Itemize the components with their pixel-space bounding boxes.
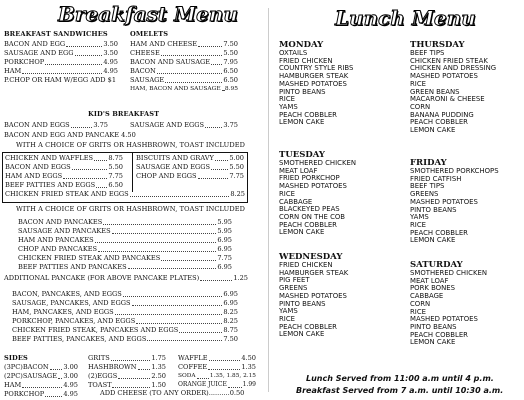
- lunch-item: SMOTHERED CHICKEN: [410, 269, 487, 277]
- lunch-item: PEACH COBBLER: [279, 322, 337, 331]
- lunch-item: BLACKEYED PEAS: [279, 205, 340, 214]
- lunch-item: PIG FEET: [279, 276, 310, 285]
- add-cheese-note: ADD CHEESE (TO ANY ORDER)..........0.50: [100, 389, 245, 397]
- menu-item: (3PC)BACON 3.00: [4, 363, 78, 371]
- lunch-item: PEACH COBBLER: [279, 220, 337, 229]
- menu-item: TOAST 1.50: [88, 380, 166, 389]
- lunch-item: FRIED CHICKEN: [279, 261, 333, 269]
- menu-item: SAUSAGE AND PANCAKES 5.95: [18, 226, 232, 235]
- lunch-item: MASHED POTATOES: [279, 291, 347, 300]
- lunch-item: FRIED CHICKEN: [279, 56, 333, 65]
- sandwiches-header: BREAKFAST SANDWICHES: [4, 30, 108, 38]
- day-tuesday: [279, 150, 356, 237]
- lunch-item: PEACH COBBLER: [410, 228, 468, 237]
- breakfast-menu-title: Breakfast Menu: [58, 2, 238, 26]
- day-title: TUESDAY: [279, 150, 325, 160]
- menu-item: PORKCHOP, PANCAKES, AND EGGS 8.25: [12, 316, 238, 325]
- plates-box-divider: [132, 152, 133, 192]
- lunch-item: PORK BONES: [410, 284, 455, 293]
- lunch-item: PINTO BEANS: [279, 299, 326, 308]
- menu-item: HAM, BACON AND SAUSAGE 8.95: [130, 85, 238, 92]
- menu-item: CHICKEN FRIED STEAK AND PANCAKES 7.75: [18, 253, 232, 262]
- lunch-item: LEMON CAKE: [279, 330, 325, 339]
- lunch-item: RICE: [279, 189, 295, 198]
- menu-item: BEEF PATTIES, PANCAKES, AND EGGS 7.50: [12, 334, 238, 343]
- kids-item-3: BACON AND EGG AND PANCAKE 4.50: [4, 131, 136, 139]
- additional-pancake: ADDITIONAL PANCAKE (FOR ABOVE PANCAKE PLATES) 1.25: [4, 274, 248, 282]
- lunch-item: CORN: [410, 102, 431, 111]
- lunch-item: SMOTHERED CHICKEN: [279, 159, 356, 167]
- lunch-item: LEMON CAKE: [410, 338, 456, 347]
- lunch-item: MASHED POTATOES: [279, 182, 347, 191]
- lunch-item: CHICKEN AND DRESSING: [410, 64, 497, 73]
- lunch-item: PEACH COBBLER: [410, 118, 468, 127]
- lunch-item: PEACH COBBLER: [410, 330, 468, 339]
- sides-header: SIDES: [4, 354, 28, 362]
- menu-item: SODA 1.35, 1.85, 2.15: [178, 372, 256, 379]
- lunch-item: RICE: [410, 79, 426, 88]
- omelets-header: OMELETS: [130, 30, 169, 38]
- menu-item: BACON AND EGGS 5.50: [5, 162, 123, 171]
- menu-item: BACON AND SAUSAGE 7.95: [130, 57, 238, 66]
- menu-item: COFFEE 1.35: [178, 362, 256, 371]
- lunch-item: FRIED PORKCHOP: [279, 174, 340, 183]
- menu-item: WAFFLE 4.50: [178, 354, 256, 362]
- lunch-item: CORN ON THE COB: [279, 212, 346, 221]
- lunch-item: CORN: [410, 299, 431, 308]
- lunch-item: YAMS: [279, 102, 298, 111]
- menu-item: CHICKEN FRIED STEAK, PANCAKES AND EGGS 8.75: [12, 325, 238, 334]
- menu-item: HAM, PANCAKES, AND EGGS 8.25: [12, 307, 238, 316]
- plates-note: WITH A CHOICE OF GRITS OR HASHBROWN, TOAST INCLUDED: [16, 205, 246, 213]
- lunch-item: CHICKEN FRIED STEAK: [410, 56, 488, 65]
- day-monday: [279, 40, 353, 127]
- menu-item: P.CHOP OR HAM W/EGG ADD $1: [4, 75, 117, 84]
- menu-item: GRITS 1.75: [88, 354, 166, 362]
- menu-item: HAM 4.95: [4, 66, 118, 75]
- lunch-item: FRIED CATFISH: [410, 174, 462, 183]
- lunch-item: PEACH COBBLER: [279, 110, 337, 119]
- lunch-item: RICE: [279, 314, 295, 323]
- menu-item: (2)EGGS 2.50: [88, 371, 166, 380]
- lunch-item: PINTO BEANS: [279, 87, 326, 96]
- day-title: THURSDAY: [410, 40, 465, 50]
- menu-item: CHICKEN AND WAFFLES 8.75: [5, 154, 123, 162]
- lunch-item: PINTO BEANS: [410, 322, 457, 331]
- lunch-item: PINTO BEANS: [410, 205, 457, 214]
- menu-item: BACON AND PANCAKES 5.95: [18, 218, 232, 226]
- lunch-item: GREENS: [410, 190, 439, 199]
- lunch-item: HAMBURGER STEAK: [279, 268, 349, 277]
- lunch-item: MEAT LOAF: [279, 166, 318, 175]
- menu-item: BEEF PATTIES AND EGGS 6.50: [5, 180, 123, 189]
- menu-item: HASHBROWN 1.35: [88, 362, 166, 371]
- day-friday: [410, 158, 499, 245]
- lunch-item: CABBAGE: [279, 197, 313, 206]
- lunch-item: YAMS: [410, 213, 429, 222]
- lunch-item: YAMS: [279, 307, 298, 316]
- lunch-item: COUNTRY STYLE RIBS: [279, 64, 354, 73]
- kids-note: WITH A CHOICE OF GRITS OR HASHBROWN, TOAST INCLUDED: [16, 141, 246, 149]
- lunch-menu-title: Lunch Menu: [335, 6, 476, 30]
- menu-item: PORKCHOP 4.95: [4, 389, 78, 398]
- menu-item: PORKCHOP 4.95: [4, 57, 118, 66]
- plates-full-row: [5, 190, 245, 199]
- lunch-item: BANANA PUDDING: [410, 110, 474, 119]
- menu-item: CHOP AND EGGS 7.75: [136, 171, 244, 180]
- kids-item-2: SAUSAGE AND EGGS 3.75: [130, 121, 238, 129]
- lunch-item: HAMBURGER STEAK: [279, 72, 349, 81]
- center-divider: [268, 8, 269, 392]
- lunch-hours: Lunch Served from 11:00 a.m until 4 p.m.: [306, 374, 494, 383]
- lunch-item: SMOTHERED PORKCHOPS: [410, 167, 499, 175]
- menu-item: HAM AND PANCAKES 6.95: [18, 235, 232, 244]
- omelets-list: [130, 40, 238, 93]
- day-thursday: [410, 40, 496, 135]
- lunch-item: BEEF TIPS: [410, 49, 445, 57]
- kids-item-1: BACON AND EGGS 3.75: [4, 121, 108, 129]
- lunch-item: LEMON CAKE: [410, 126, 456, 135]
- day-title: SATURDAY: [410, 260, 463, 270]
- lunch-item: LEMON CAKE: [279, 118, 325, 127]
- lunch-item: MASHED POTATOES: [410, 315, 478, 324]
- lunch-item: MACARONI & CHEESE: [410, 95, 485, 104]
- lunch-item: MEAT LOAF: [410, 276, 449, 285]
- sandwiches-list: [4, 40, 118, 85]
- menu-item: (2PC)SAUSAGE 3.00: [4, 371, 78, 380]
- day-title: WEDNESDAY: [279, 252, 343, 262]
- menu-item: CHOP AND PANCAKES 6.95: [18, 244, 232, 253]
- lunch-item: BEEF TIPS: [410, 182, 445, 191]
- day-title: MONDAY: [279, 40, 324, 50]
- menu-item: CHEESE 5.50: [130, 48, 238, 57]
- menu-item: SAUSAGE AND EGGS 5.50: [136, 162, 244, 171]
- menu-item: ORANGE JUICE 1.99: [178, 380, 256, 388]
- lunch-item: GREENS: [279, 284, 308, 293]
- lunch-item: GREEN BEANS: [410, 87, 460, 96]
- plates-right-list: [136, 154, 244, 181]
- menu-item: BACON 6.50: [130, 66, 238, 75]
- menu-item: BACON, PANCAKES, AND EGGS 6.95: [12, 290, 238, 298]
- lunch-item: LEMON CAKE: [279, 228, 325, 237]
- kids-header: KID'S BREAKFAST: [88, 110, 160, 118]
- menu-item: SAUSAGE 6.50: [130, 75, 238, 84]
- lunch-item: MASHED POTATOES: [410, 72, 478, 81]
- menu-item: SAUSAGE, PANCAKES, AND EGGS 6.95: [12, 298, 238, 307]
- menu-item: HAM AND EGGS 7.75: [5, 171, 123, 180]
- day-title: FRIDAY: [410, 158, 447, 168]
- breakfast-hours: Breakfast Served from 7 a.m. until 10:30 a.m.: [296, 386, 504, 395]
- lunch-item: RICE: [410, 220, 426, 229]
- menu-item: BACON AND EGG 3.50: [4, 40, 118, 48]
- menu-item: CHICKEN FRIED STEAK AND EGGS 8.25: [5, 190, 245, 198]
- day-wednesday: [279, 252, 348, 339]
- lunch-item: OXTAILS: [279, 49, 308, 57]
- lunch-item: MASHED POTATOES: [410, 197, 478, 206]
- lunch-item: LEMON CAKE: [410, 236, 456, 245]
- menu-item: BEEF PATTIES AND PANCAKES 6.95: [18, 262, 232, 271]
- menu-item: SAUSAGE AND EGG 3.50: [4, 48, 118, 57]
- lunch-item: MASHED POTATOES: [279, 79, 347, 88]
- lunch-item: CABBAGE: [410, 292, 444, 301]
- combos-list: [12, 290, 238, 343]
- day-saturday: [410, 260, 487, 347]
- menu-item: BISCUITS AND GRAVY 5.00: [136, 154, 244, 162]
- pancakes-list: [18, 218, 232, 271]
- lunch-item: RICE: [279, 95, 295, 104]
- sides-col-2: [88, 354, 166, 390]
- sides-col-1: [4, 363, 78, 399]
- sides-col-3: [178, 354, 256, 390]
- lunch-item: RICE: [410, 307, 426, 316]
- menu-item: HAM 4.95: [4, 380, 78, 389]
- plates-left-list: [5, 154, 123, 190]
- menu-item: HAM AND CHEESE 7.50: [130, 40, 238, 48]
